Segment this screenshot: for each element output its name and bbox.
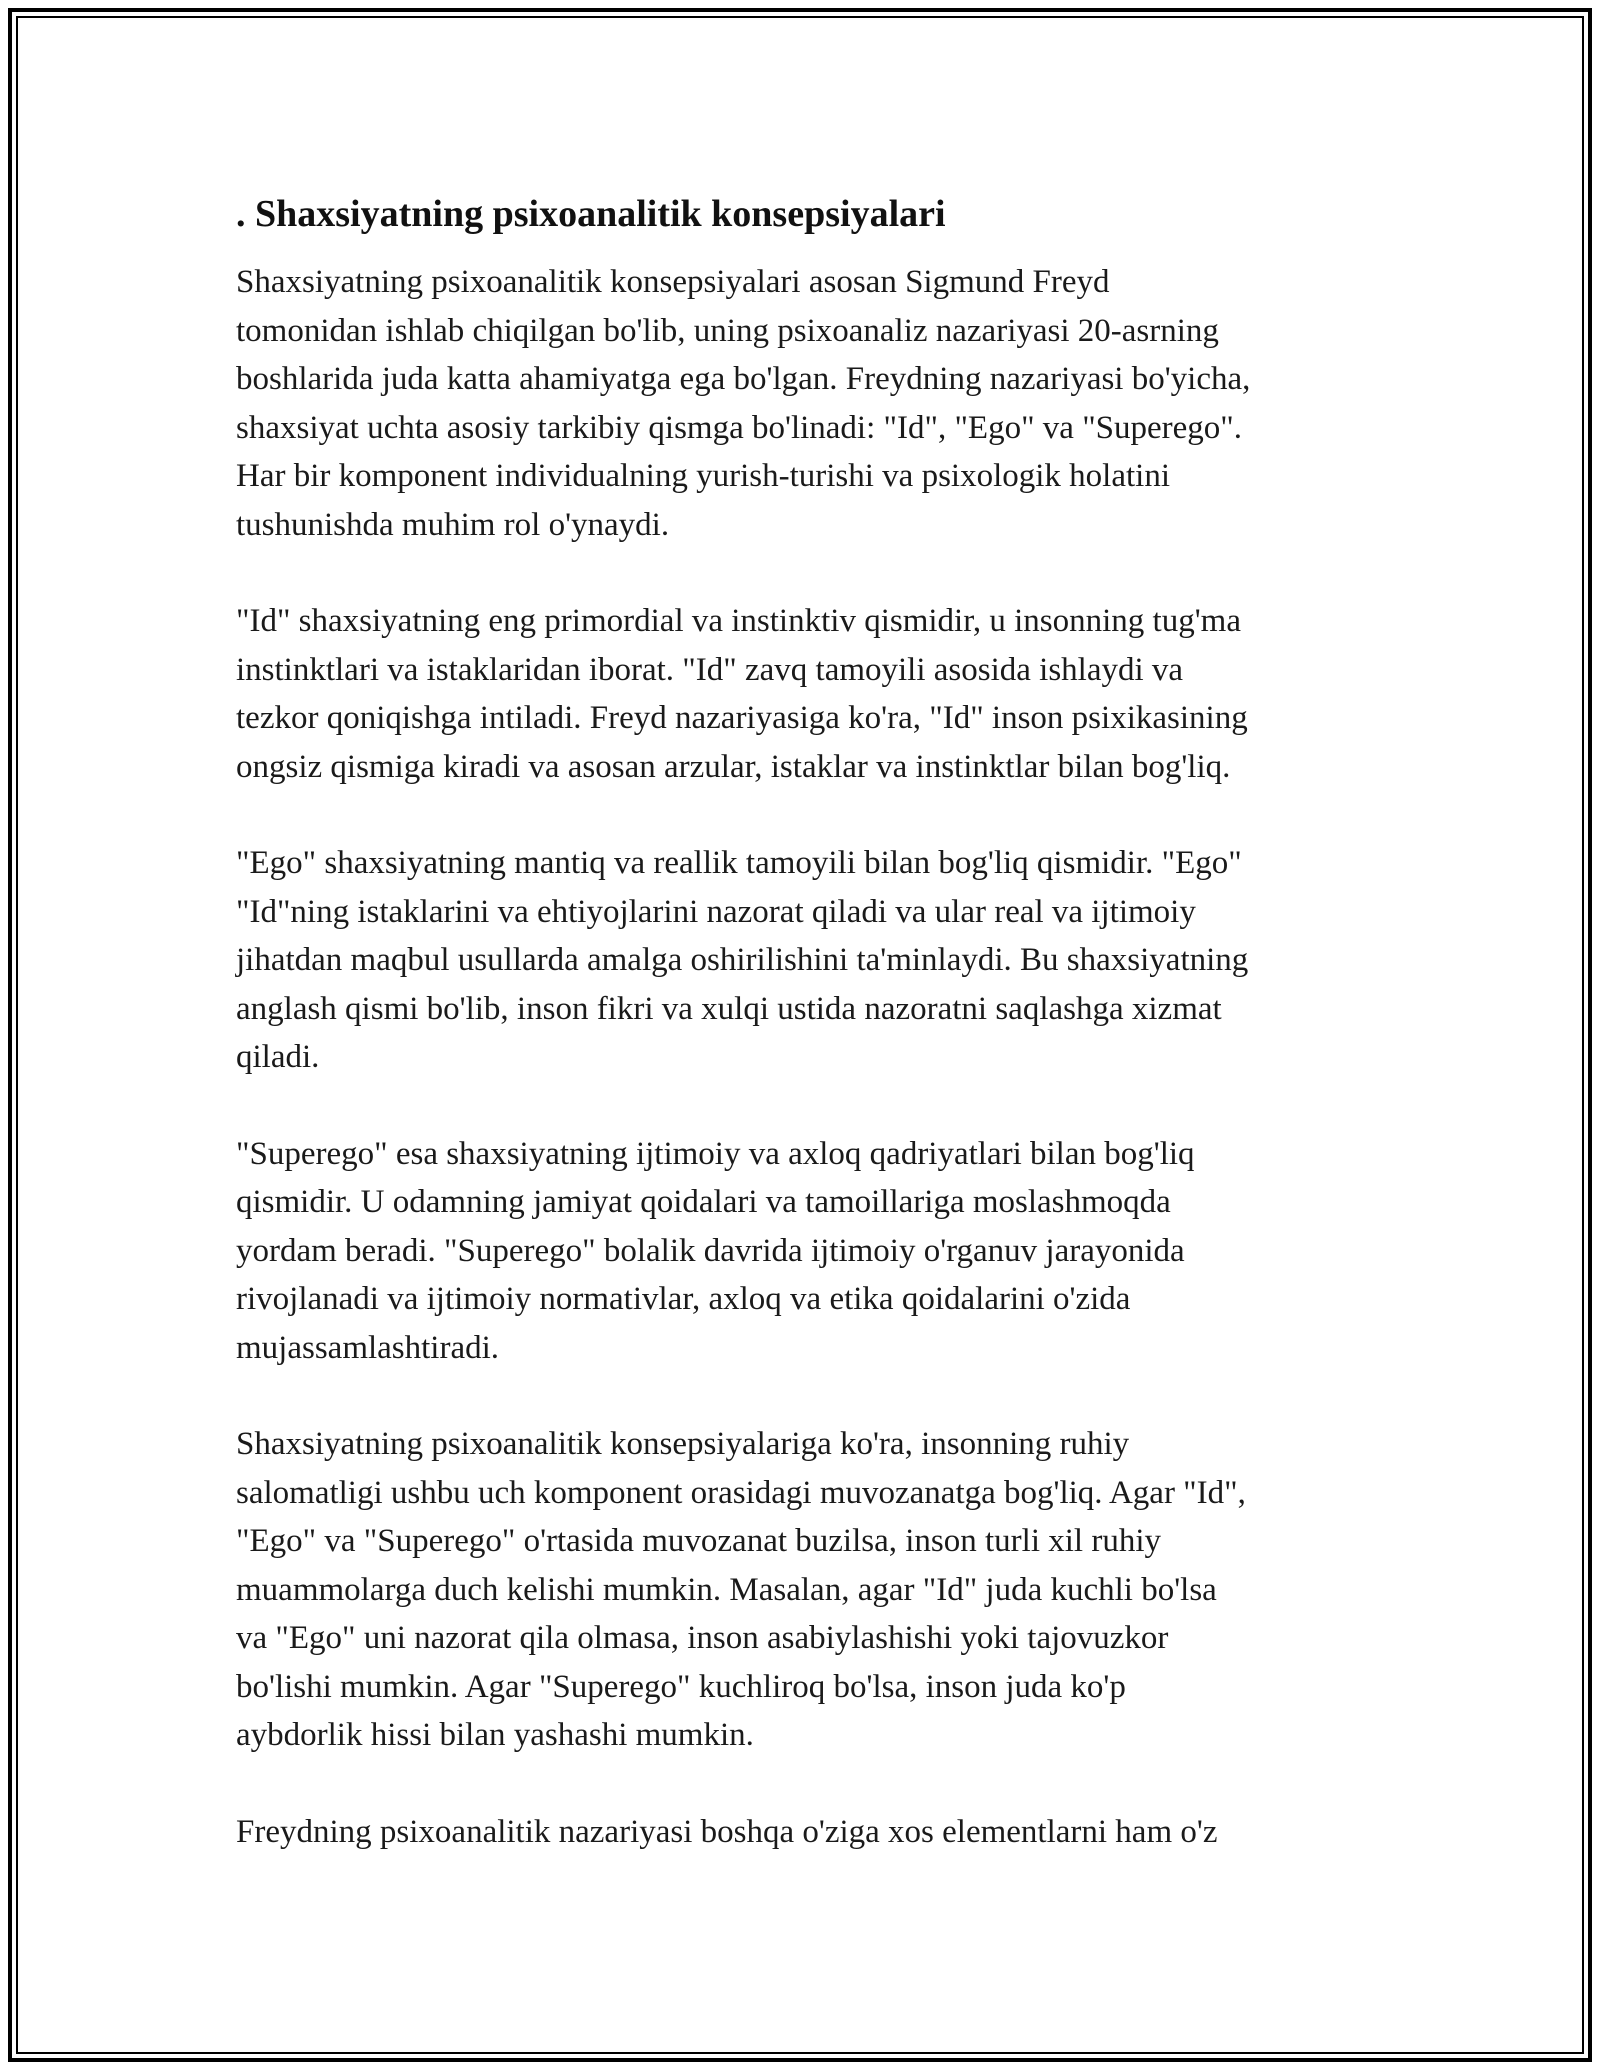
paragraph-id: "Id" shaxsiyatning eng primordial va instinktiv qismidir, u insonning tug'ma instinktlari va istaklaridan iborat. "Id" zavq tamoyili asosida ishlaydi va tezkor qoniqishga intiladi. Freyd nazariyasiga ko'ra, "Id" inson psixikasining ongsiz qismiga kiradi va asosan arzular, istaklar va instinktlar bilan bog'liq. bbox=[236, 603, 1248, 785]
paragraph-intro: Shaxsiyatning psixoanalitik konsepsiyalari asosan Sigmund Freyd tomonidan ishlab chiqilgan bo'lib, uning psixoanaliz nazariyasi 20-asrning boshlarida juda katta ahamiyatga ega bo'lgan. Freydning nazariyasi bo'yicha, shaxsiyat uchta asosiy tarkibiy qismga bo'linadi: "Id", "Ego" va "Superego". Har bir komponent individualning yurish-turishi va psixologik holatini tushunishda muhim rol o'ynaydi. bbox=[236, 264, 1251, 543]
paragraph-superego: "Superego" esa shaxsiyatning ijtimoiy va axloq qadriyatlari bilan bog'liq qismidir. U odamning jamiyat qoidalari va tamoillariga moslashmoqda yordam beradi. "Superego" bolalik davrida ijtimoiy o'rganuv jarayonida rivojlanadi va ijtimoiy normativlar, axloq va etika qoidalarini o'zida mujassamlashtiradi. bbox=[236, 1135, 1195, 1366]
document-body bbox=[236, 188, 1364, 1904]
document-title: . Shaxsiyatning psixoanalitik konsepsiyalari bbox=[236, 193, 946, 235]
paragraph-continuation: Freydning psixoanalitik nazariyasi boshqa o'ziga xos elementlarni ham o'z bbox=[236, 1813, 1218, 1850]
paragraph-ego: "Ego" shaxsiyatning mantiq va reallik tamoyili bilan bog'liq qismidir. "Ego" "Id"ning istaklarini va ehtiyojlarini nazorat qiladi va ular real va ijtimoiy jihatdan maqbul usullarda amalga oshirilishini ta'minlaydi. Bu shaxsiyatning anglash qismi bo'lib, inson fikri va xulqi ustida nazoratni saqlashga xizmat qiladi. bbox=[236, 845, 1249, 1075]
paragraph-balance: Shaxsiyatning psixoanalitik konsepsiyalariga ko'ra, insonning ruhiy salomatligi ushbu uch komponent orasidagi muvozanatga bog'liq. Agar "Id", "Ego" va "Superego" o'rtasida muvozanat buzilsa, inson turli xil ruhiy muammolarga duch kelishi mumkin. Masalan, agar "Id" juda kuchli bo'lsa va "Ego" uni nazorat qila olmasa, inson asabiylashishi yoki tajovuzkor bo'lishi mumkin. Agar "Superego" kuchliroq bo'lsa, inson juda ko'p aybdorlik hissi bilan yashashi mumkin. bbox=[236, 1426, 1246, 1753]
